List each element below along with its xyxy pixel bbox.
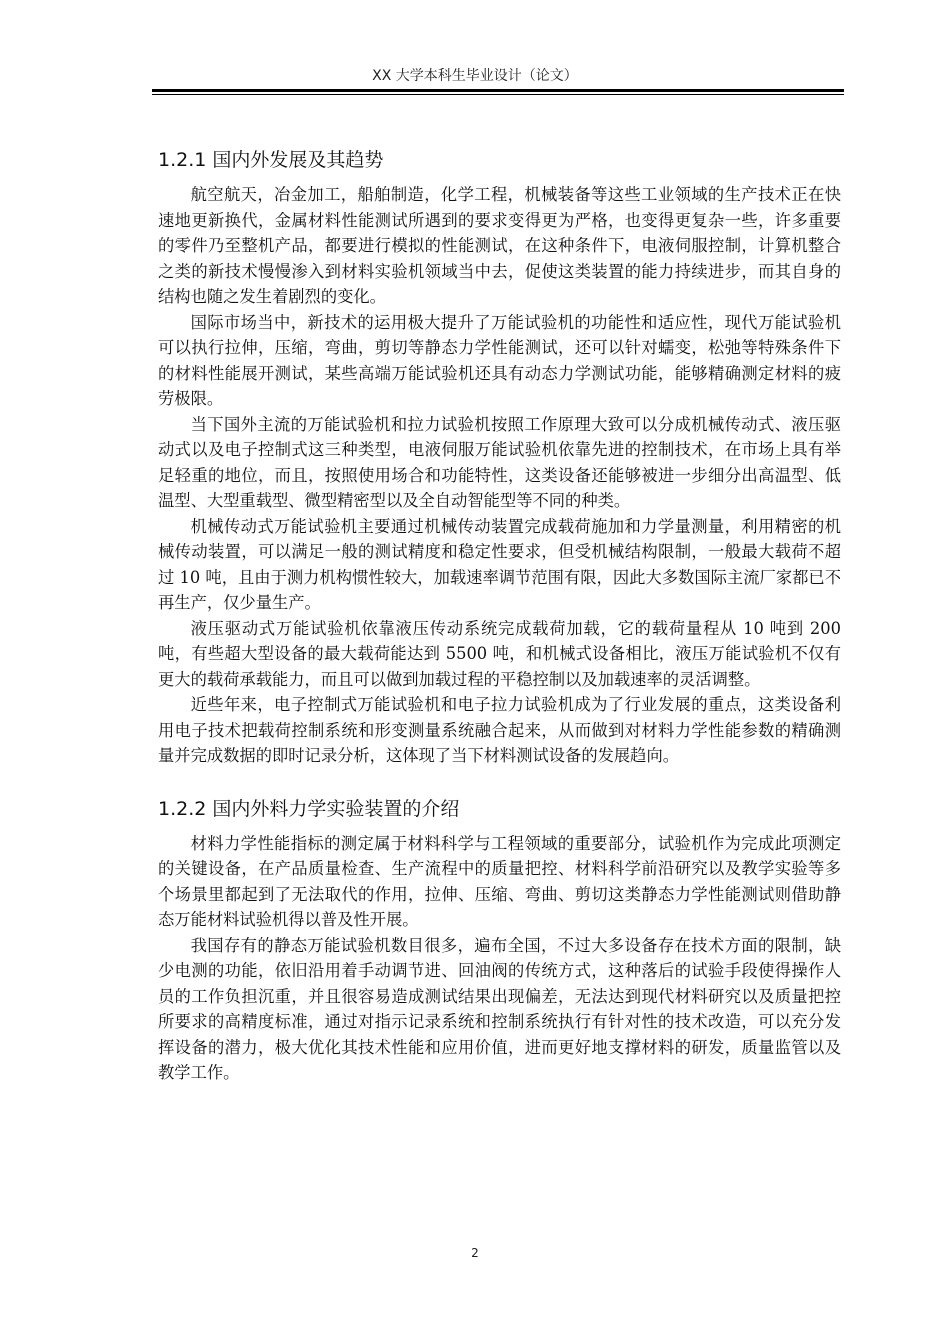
section-heading: 1.2.2 国内外料力学实验装置的介绍 [158, 797, 460, 820]
section-heading: 1.2.1 国内外发展及其趋势 [158, 149, 384, 171]
paragraph: 国际市场当中，新技术的运用极大提升了万能试验机的功能性和适应性，现代万能试验机可以执行拉伸，压缩，弯曲，剪切等静态力学性能测试，还可以针对蠕变，松弛等特殊条件下的材料性能展开测试，某些高端万能试验机还具有动态力学测试功能，能够精确测定材料的疲劳极限。 [158, 312, 841, 408]
running-header: XX 大学本科生毕业设计（论文） [372, 68, 578, 84]
paragraph: 我国存有的静态万能试验机数目很多，遍布全国，不过大多设备存在技术方面的限制，缺少电测的功能，依旧沿用着手动调节进、回油阀的传统方式，这种落后的试验手段使得操作人员的工作负担沉重，并且很容易造成测试结果出现偏差，无法达到现代材料研究以及质量把控所要求的高精度标准，通过对指示记录系统和控制系统执行有针对性的技术改造，可以充分发挥设备的潜力，极大优化其技术性能和应用价值，进而更好地支撑材料的研发，质量监管以及教学工作。 [158, 935, 841, 1082]
page-number: 2 [471, 1246, 479, 1260]
paragraph: 材料力学性能指标的测定属于材料科学与工程领域的重要部分，试验机作为完成此项测定的关键设备，在产品质量检查、生产流程中的质量把控、材料科学前沿研究以及教学实验等多个场景里都起到了无法取代的作用，拉伸、压缩、弯曲、剪切这类静态力学性能测试则借助静态万能材料试验机得以普及性开展。 [158, 833, 841, 929]
header-rule-thin [152, 94, 844, 95]
header-rule-thick [152, 89, 844, 92]
paragraph: 机械传动式万能试验机主要通过机械传动装置完成载荷施加和力学量测量，利用精密的机械传动装置，可以满足一般的测试精度和稳定性要求，但受机械结构限制，一般最大载荷不超过 10 吨，且由于测力机构惯性较大，加载速率调节范围有限，因此大多数国际主流厂家都已不再生产，仅少量生产。 [158, 516, 841, 612]
paragraph: 近些年来，电子控制式万能试验机和电子拉力试验机成为了行业发展的重点，这类设备利用电子技术把载荷控制系统和形变测量系统融合起来，从而做到对材料力学性能参数的精确测量并完成数据的即时记录分析，这体现了当下材料测试设备的发展趋向。 [158, 695, 841, 765]
paragraph: 液压驱动式万能试验机依靠液压传动系统完成载荷加载，它的载荷量程从 10 吨到 200 吨，有些超大型设备的最大载荷能达到 5500 吨，和机械式设备相比，液压万能试验机不仅有更大的载荷承载能力，而且可以做到加载过程的平稳控制以及加载速率的灵活调整。 [158, 618, 841, 689]
paragraph: 航空航天，冶金加工，船舶制造，化学工程，机械装备等这些工业领域的生产技术正在快速地更新换代，金属材料性能测试所遇到的要求变得更为严格，也变得更复杂一些，许多重要的零件乃至整机产品，都要进行模拟的性能测试，在这种条件下，电液伺服控制，计算机整合之类的新技术慢慢渗入到材料实验机领域当中去，促使这类装置的能力持续进步，而其自身的结构也随之发生着剧烈的变化。 [158, 185, 841, 306]
paragraph: 当下国外主流的万能试验机和拉力试验机按照工作原理大致可以分成机械传动式、液压驱动式以及电子控制式这三种类型，电液伺服万能试验机依靠先进的控制技术，在市场上具有举足轻重的地位，而且，按照使用场合和功能特性，这类设备还能够被进一步细分出高温型、低温型、大型重载型、微型精密型以及全自动智能型等不同的种类。 [158, 414, 841, 510]
body-content [158, 142, 841, 1086]
